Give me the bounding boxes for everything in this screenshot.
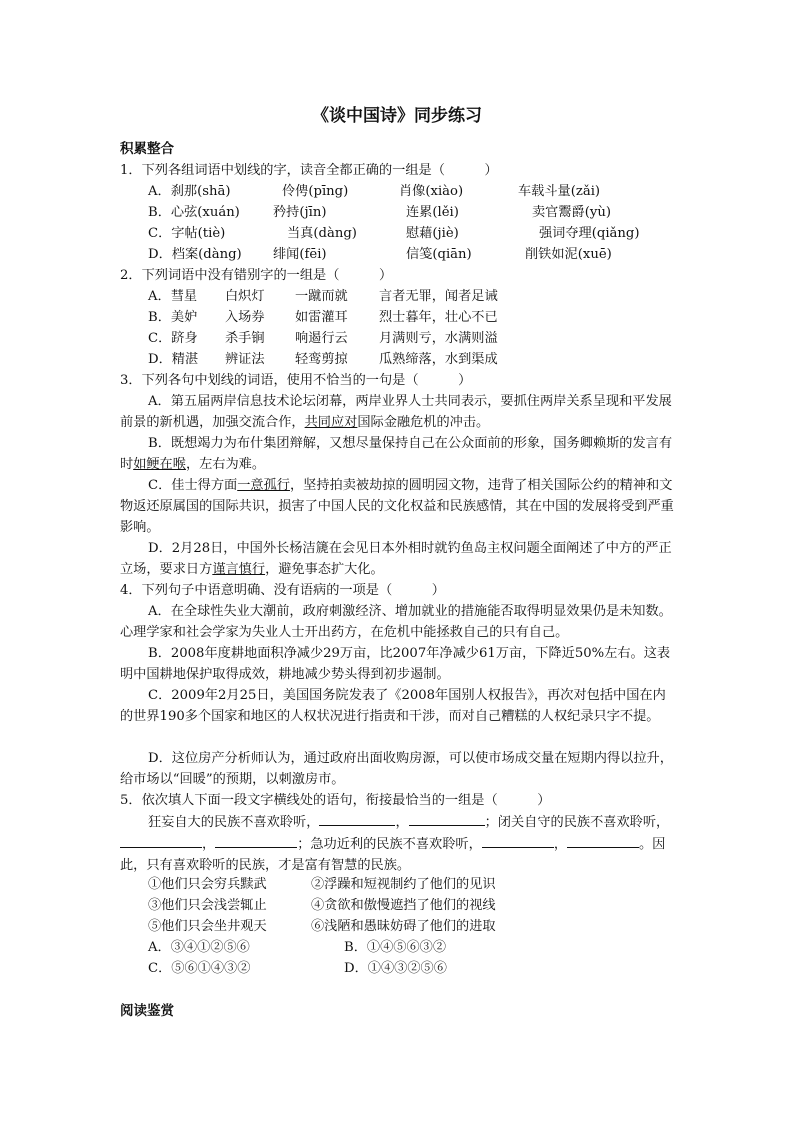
q3-d-text-2: ，避免事态扩大化。	[265, 562, 384, 577]
q5-item-3: ③他们只会浅尝辄止	[148, 898, 267, 913]
q5-passage-text-3: ；急功近利的民族不喜欢聆听，	[297, 837, 482, 852]
q5-passage: 狂妄自大的民族不喜欢聆听， ， ；闭关自守的民族不喜欢聆听，， ；急功近利的民族不喜欢聆听， ， 。因此，只有喜欢聆听的民族，才是富有智慧的民族。	[120, 811, 676, 876]
q3-a-underlined: 共同应对	[304, 415, 358, 430]
q3-option-c	[120, 475, 676, 538]
q4-option-a: A．在全球性失业大潮前，政府刺激经济、增加就业的措施能否取得明显效果仍是未知数。心理学家和社会学家为失业人士开出药方，在危机中能拯救自己的只有自己。	[120, 604, 672, 640]
q5-choice-c: C．⑤⑥①④③②	[148, 961, 251, 976]
q1-d-3: 信笺(qiān)	[406, 247, 472, 262]
q2-a-2: 白炽灯	[225, 289, 265, 304]
q5-blank-1	[319, 811, 395, 826]
q2-c-4: 月满则亏，水满则溢	[379, 331, 498, 346]
q5-choice-d: D．①④③②⑤⑥	[344, 961, 447, 976]
q3-b-text-2: ，左右为难。	[185, 457, 266, 472]
q1-a-3: 肖像(xiào)	[399, 184, 464, 199]
section-heading-reading: 阅读鉴赏	[120, 1003, 174, 1019]
q1-stem: 1．下列各组词语中划线的字，读音全都正确的一组是（ ）	[120, 163, 498, 178]
q1-b-4: 卖官鬻爵(yù)	[532, 205, 611, 220]
q5-choice-a: A．③④①②⑤⑥	[148, 940, 250, 955]
q5-item-6: ⑥浅陋和愚昧妨碍了他们的进取	[311, 919, 496, 934]
q5-item-2: ②浮躁和短视制约了他们的见识	[311, 877, 496, 892]
q5-blank-6	[567, 833, 639, 848]
q1-c-2: 当真(dàng)	[287, 226, 357, 241]
q3-stem: 3．下列各句中划线的词语，使用不恰当的一句是（ ）	[120, 373, 472, 388]
q1-d-1: D．档案(dàng)	[148, 247, 242, 262]
q3-a-text-1: A．第五届两岸信息技术论坛闭幕，两岸业界人士共同表示，要抓住两岸关系呈现和平发展前景的新机遇，加强交流合作，	[120, 394, 672, 430]
q3-a-text-2: 国际金融危机的冲击。	[357, 415, 490, 430]
q2-d-3: 轻鸾剪掠	[295, 352, 348, 367]
q2-d-4: 瓜熟缔落，水到渠成	[379, 352, 498, 367]
q1-a-2: 伶俜(pīng)	[282, 184, 349, 199]
q5-item-4: ④贪欲和傲慢遮挡了他们的视线	[311, 898, 496, 913]
q3-b-text-1: B．既想竭力为布什集团辩解，又想尽量保持自己在公众面前的形象，国务卿赖斯的发言有时	[120, 436, 672, 472]
q5-passage-text-4: 。因此，只有喜欢聆听的民族，才是富有智慧的民族。	[120, 837, 666, 873]
q5-item-1: ①他们只会穷兵黩武	[148, 877, 267, 892]
q1-c-1: C．字帖(tiè)	[148, 226, 226, 241]
q3-option-a	[120, 391, 676, 433]
q5-blank-5	[482, 833, 554, 848]
q2-b-4: 烈士暮年，壮心不已	[379, 310, 498, 325]
q5-item-5: ⑤他们只会坐井观天	[148, 919, 267, 934]
q2-a-1: A．彗星	[148, 289, 198, 304]
q3-c-text-1: C．佳士得方面	[148, 478, 238, 493]
q5-blank-3	[120, 833, 202, 848]
q3-d-underlined: 谨言慎行	[212, 562, 266, 577]
q5-passage-text-2: ；闭关自守的民族不喜欢聆听，	[484, 815, 670, 830]
section-heading-accumulation: 积累整合	[120, 141, 174, 157]
q2-c-3: 响遏行云	[295, 331, 348, 346]
q2-b-2: 入场券	[225, 310, 265, 325]
q3-b-underlined: 如鲠在喉	[133, 457, 186, 472]
q3-option-b	[120, 433, 676, 475]
q1-a-4: 车载斗量(zǎi)	[518, 184, 601, 199]
q1-b-3: 连累(lěi)	[406, 205, 459, 220]
q1-a-1: A．刹那(shā)	[148, 184, 231, 199]
q4-option-b: B．2008年度耕地面积净减少29万亩，比2007年净减少61万亩，下降近50%左右。这表明中国耕地保护取得成效，耕地减少势头得到初步遏制。	[120, 646, 671, 682]
q2-b-1: B．美妒	[148, 310, 198, 325]
q4-option-d: D．这位房产分析师认为，通过政府出面收购房源，可以使市场成交量在短期内得以拉升，给市场以“回暖”的预期，以刺激房市。	[120, 751, 673, 787]
q2-stem: 2．下列词语中没有错别字的一组是（ ）	[120, 268, 393, 283]
q1-b-1: B．心弦(xuán)	[148, 205, 240, 220]
q2-c-1: C．跻身	[148, 331, 198, 346]
q1-c-4: 强词夺理(qiǎng)	[539, 226, 640, 241]
q1-d-4: 削铁如泥(xuē)	[525, 247, 612, 262]
q3-c-underlined: 一意孤行	[237, 478, 290, 493]
q3-c-text-2: ，坚持拍卖被劫掠的圆明园文物，违背了相关国际公约的精神和文物返还原属国的国际共识，损害了中国人民的文化权益和民族感情，其在中国的发展将受到严重影响。	[120, 478, 674, 535]
q3-option-d	[120, 538, 676, 580]
q2-a-3: 一蹴而就	[295, 289, 348, 304]
q5-blank-4	[215, 833, 297, 848]
q5-passage-text-1: 狂妄自大的民族不喜欢聆听，	[148, 815, 320, 830]
q5-choice-b: B．①④⑤⑥③②	[344, 940, 447, 955]
q3-d-text-1: D．2月28日，中国外长杨洁篪在会见日本外相时就钓鱼岛主权问题全面阐述了中方的严正立场，要求日方	[120, 541, 672, 577]
q1-c-3: 慰藉(jiè)	[406, 226, 459, 241]
q1-d-2: 绯闻(fēi)	[273, 247, 327, 262]
q4-option-c: C．2009年2月25日，美国国务院发表了《2008年国别人权报告》，再次对包括中国在内的世界190多个国家和地区的人权状况进行指责和干涉，而对自己糟糕的人权纪录只字不提。	[120, 688, 666, 724]
q1-b-2: 矜持(jīn)	[273, 205, 327, 220]
q2-b-3: 如雷灌耳	[295, 310, 348, 325]
q2-d-1: D．精湛	[148, 352, 199, 367]
q2-a-4: 言者无罪，闻者足诫	[379, 289, 498, 304]
q2-d-2: 辨证法	[225, 352, 265, 367]
q5-stem: 5．依次填人下面一段文字横线处的语句，衔接最恰当的一组是（ ）	[120, 793, 551, 808]
q4-stem: 4．下列句子中语意明确、没有语病的一项是（ ）	[120, 583, 445, 598]
q5-blank-2	[409, 811, 485, 826]
page-title: 《谈中国诗》同步练习	[312, 106, 482, 126]
q2-c-2: 杀手锏	[225, 331, 265, 346]
